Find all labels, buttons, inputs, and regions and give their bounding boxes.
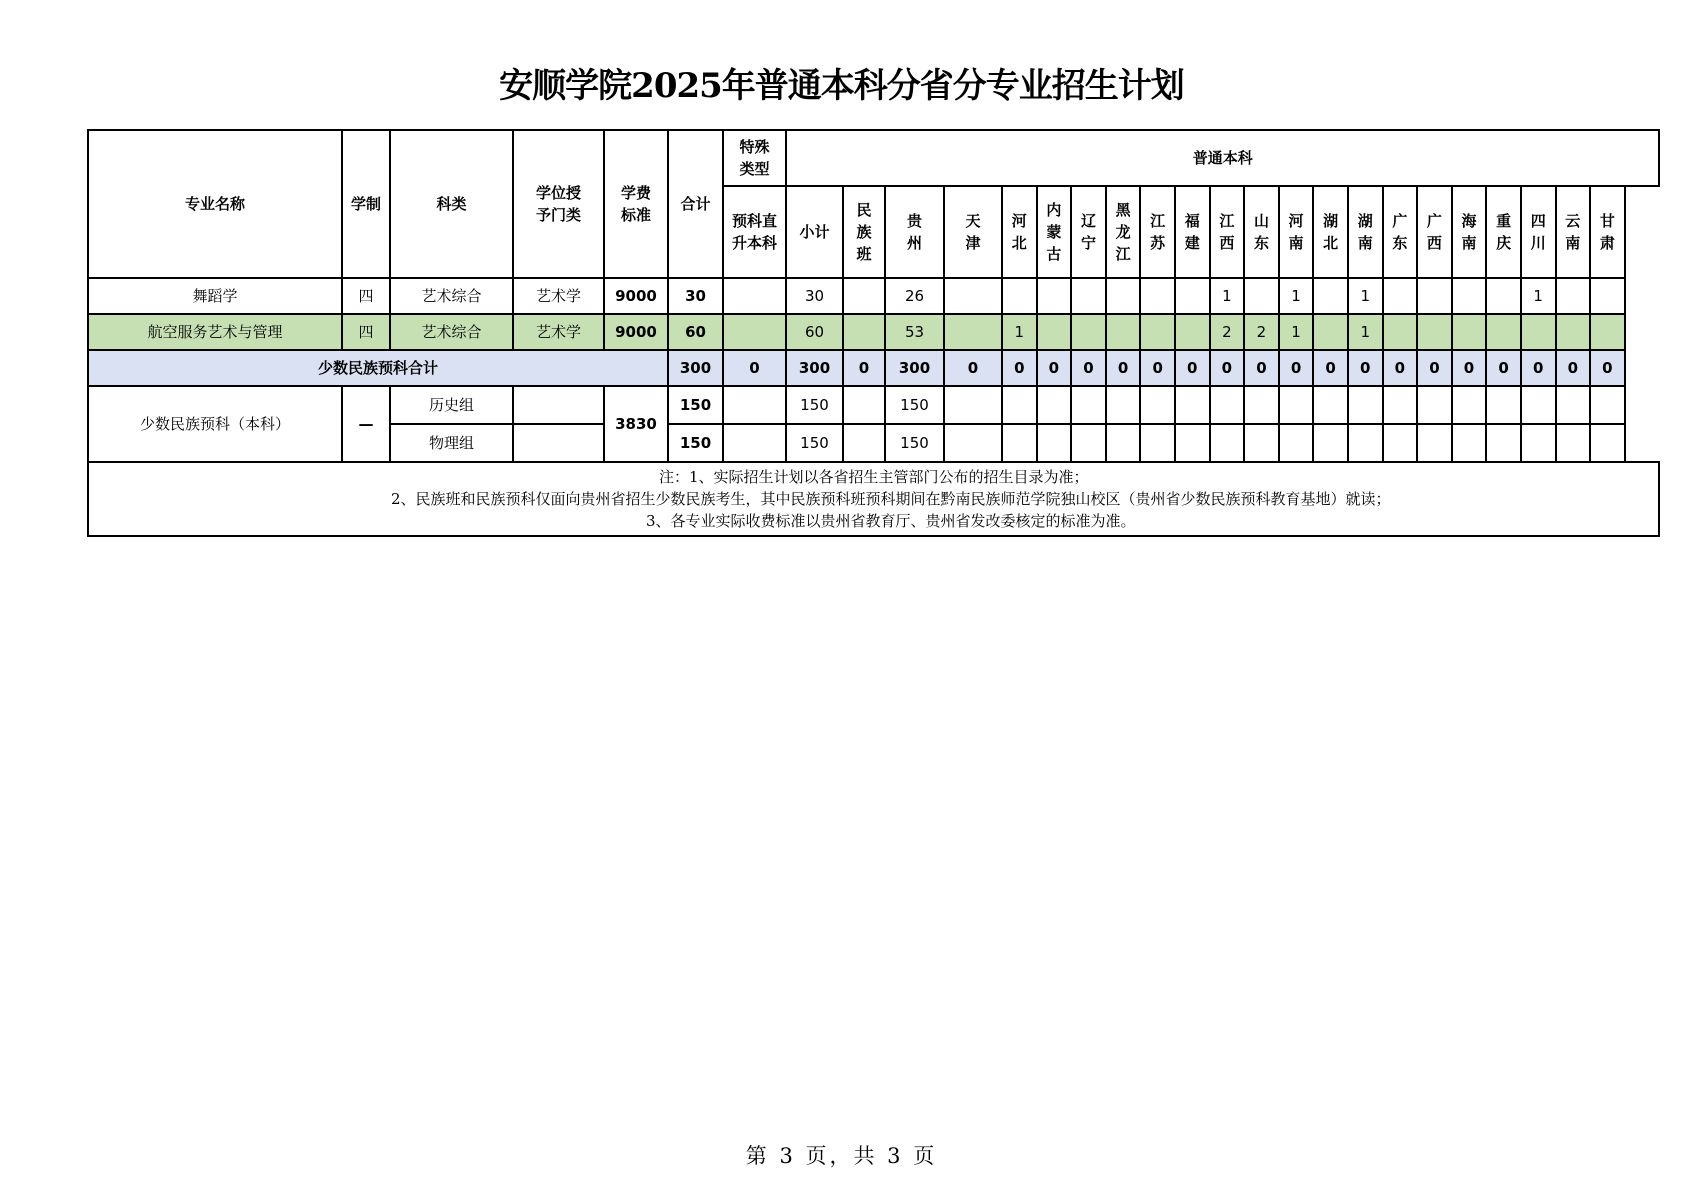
header-province-text: 广东 — [1392, 212, 1408, 252]
province-cell: 0 — [1175, 350, 1210, 386]
special-cell — [723, 424, 786, 462]
header-tuition-text: 学费标准 — [620, 184, 651, 224]
province-cell — [1279, 424, 1314, 462]
province-cell — [1071, 314, 1106, 350]
province-cell — [1590, 386, 1625, 424]
header-province-text: 贵州 — [906, 212, 922, 252]
header-ethnic-class — [843, 186, 885, 278]
province-cell — [1071, 386, 1106, 424]
province-cell — [944, 424, 1002, 462]
province-cell: 0 — [1383, 350, 1418, 386]
header-province — [885, 186, 944, 278]
province-cell — [1521, 314, 1556, 350]
ethnic-cell — [843, 424, 885, 462]
province-cell — [1140, 424, 1175, 462]
province-cell — [1383, 314, 1418, 350]
province-cell — [1279, 386, 1314, 424]
province-cell — [1486, 278, 1521, 314]
province-cell — [1417, 314, 1452, 350]
table-header — [88, 130, 1659, 278]
province-cell — [1417, 278, 1452, 314]
header-province-text: 重庆 — [1496, 212, 1512, 252]
province-cell — [1071, 424, 1106, 462]
header-province-text: 江苏 — [1150, 212, 1166, 252]
table-body — [88, 278, 1659, 536]
header-province-text: 福建 — [1184, 212, 1200, 252]
province-cell — [1383, 424, 1418, 462]
province-cell: 150 — [885, 424, 944, 462]
header-ethnic-text: 民族班 — [856, 201, 872, 263]
header-province — [1175, 186, 1210, 278]
province-cell — [1556, 424, 1591, 462]
province-cell — [1590, 314, 1625, 350]
province-cell — [1348, 424, 1383, 462]
province-cell — [1175, 424, 1210, 462]
province-cell: 0 — [1313, 350, 1348, 386]
province-cell — [1037, 386, 1072, 424]
province-cell — [1140, 278, 1175, 314]
header-province — [1002, 186, 1037, 278]
header-province — [1071, 186, 1106, 278]
note-2: 2、民族班和民族预科仅面向贵州省招生少数民族考生，其中民族预科班预科期间在黔南民族师范学院独山校区（贵州省少数民族预科教育基地）就读； — [390, 490, 1391, 508]
notes-row — [88, 462, 1659, 536]
province-cell: 300 — [885, 350, 944, 386]
header-province — [1106, 186, 1141, 278]
province-cell — [1590, 424, 1625, 462]
major-name-cell: 舞蹈学 — [88, 278, 342, 314]
duration-cell: 四 — [342, 278, 390, 314]
header-province — [1244, 186, 1279, 278]
province-cell — [1383, 386, 1418, 424]
province-cell: 1 — [1279, 278, 1314, 314]
province-cell — [1452, 278, 1487, 314]
special-cell — [723, 386, 786, 424]
header-special-type — [723, 130, 786, 186]
header-province-text: 湖南 — [1357, 212, 1373, 252]
header-special-text: 特殊类型 — [739, 138, 770, 178]
header-province — [1313, 186, 1348, 278]
province-cell: 1 — [1521, 278, 1556, 314]
header-duration: 学制 — [342, 130, 390, 278]
note-3: 3、各专业实际收费标准以贵州省教育厅、贵州省发改委核定的标准为准。 — [645, 512, 1136, 530]
province-cell: 0 — [1106, 350, 1141, 386]
province-cell — [1037, 424, 1072, 462]
table-row-prep-history — [88, 386, 1659, 424]
summary-label: 少数民族预科合计 — [88, 350, 668, 386]
province-cell — [1106, 314, 1141, 350]
province-cell — [1037, 314, 1072, 350]
subtotal-cell: 150 — [786, 386, 843, 424]
ethnic-cell — [843, 278, 885, 314]
header-province — [1452, 186, 1487, 278]
province-cell — [1486, 314, 1521, 350]
province-cell: 2 — [1210, 314, 1245, 350]
page-title: 安顺学院2025年普通本科分省分专业招生计划 — [499, 66, 1184, 106]
duration-cell: 四 — [342, 314, 390, 350]
total-cell: 30 — [668, 278, 723, 314]
province-cell — [1521, 424, 1556, 462]
category-cell: 艺术综合 — [390, 314, 513, 350]
province-cell — [1175, 386, 1210, 424]
province-cell — [1313, 386, 1348, 424]
province-cell — [1417, 386, 1452, 424]
header-regular-undergrad: 普通本科 — [786, 130, 1659, 186]
province-cell: 0 — [1486, 350, 1521, 386]
province-cell: 0 — [1071, 350, 1106, 386]
province-cell — [1521, 386, 1556, 424]
province-cell — [1452, 424, 1487, 462]
province-cell — [1452, 386, 1487, 424]
notes-cell — [88, 462, 1659, 536]
header-major-name: 专业名称 — [88, 130, 342, 278]
total-cell: 60 — [668, 314, 723, 350]
header-prep-direct — [723, 186, 786, 278]
header-province — [1556, 186, 1591, 278]
degree-cell — [513, 386, 604, 424]
province-cell — [1002, 424, 1037, 462]
summary-special: 0 — [723, 350, 786, 386]
header-province — [1210, 186, 1245, 278]
category-cell: 艺术综合 — [390, 278, 513, 314]
header-province-text: 江西 — [1219, 212, 1235, 252]
summary-ethnic: 0 — [843, 350, 885, 386]
header-province-text: 辽宁 — [1080, 212, 1096, 252]
header-degree-category — [513, 130, 604, 278]
province-cell — [1348, 386, 1383, 424]
header-province-text: 四川 — [1530, 212, 1546, 252]
province-cell: 150 — [885, 386, 944, 424]
province-cell — [1486, 424, 1521, 462]
degree-cell — [513, 424, 604, 462]
summary-subtotal: 300 — [786, 350, 843, 386]
header-province — [1037, 186, 1072, 278]
summary-total: 300 — [668, 350, 723, 386]
header-province-text: 山东 — [1253, 212, 1269, 252]
province-cell: 53 — [885, 314, 944, 350]
header-province — [1140, 186, 1175, 278]
special-cell — [723, 314, 786, 350]
header-province — [1486, 186, 1521, 278]
province-cell: 0 — [1210, 350, 1245, 386]
header-subtotal: 小计 — [786, 186, 843, 278]
header-province — [1590, 186, 1625, 278]
province-cell — [1556, 278, 1591, 314]
header-province-text: 广西 — [1426, 212, 1442, 252]
header-tuition — [604, 130, 668, 278]
province-cell — [1313, 278, 1348, 314]
province-cell: 0 — [1002, 350, 1037, 386]
province-cell — [1210, 386, 1245, 424]
header-subject-category: 科类 — [390, 130, 513, 278]
province-cell: 1 — [1002, 314, 1037, 350]
province-cell — [1106, 278, 1141, 314]
province-cell: 26 — [885, 278, 944, 314]
table-row-highlighted — [88, 314, 1659, 350]
header-province-text: 云南 — [1565, 212, 1581, 252]
province-cell: 1 — [1279, 314, 1314, 350]
header-province-text: 河南 — [1288, 212, 1304, 252]
total-cell: 150 — [668, 424, 723, 462]
degree-cell: 艺术学 — [513, 278, 604, 314]
province-cell — [1175, 314, 1210, 350]
header-province-text: 黑龙江 — [1115, 201, 1131, 263]
header-prep-direct-text: 预科直升本科 — [731, 212, 777, 252]
category-cell: 物理组 — [390, 424, 513, 462]
summary-row — [88, 350, 1659, 386]
tuition-cell: 9000 — [604, 278, 668, 314]
special-cell — [723, 278, 786, 314]
province-cell: 0 — [1348, 350, 1383, 386]
province-cell — [944, 278, 1002, 314]
province-cell — [1175, 278, 1210, 314]
subtotal-cell: 60 — [786, 314, 843, 350]
header-province-text: 天津 — [965, 212, 981, 252]
note-1: 注：1、实际招生计划以各省招生主管部门公布的招生目录为准； — [658, 468, 1089, 486]
enrollment-plan-table — [87, 129, 1660, 537]
province-cell — [1037, 278, 1072, 314]
header-province — [1521, 186, 1556, 278]
province-cell — [1313, 314, 1348, 350]
province-cell: 1 — [1348, 314, 1383, 350]
province-cell — [1556, 314, 1591, 350]
province-cell — [1002, 278, 1037, 314]
degree-cell: 艺术学 — [513, 314, 604, 350]
province-cell — [1244, 386, 1279, 424]
province-cell — [944, 386, 1002, 424]
province-cell — [1002, 386, 1037, 424]
header-total: 合计 — [668, 130, 723, 278]
total-cell: 150 — [668, 386, 723, 424]
header-province — [1417, 186, 1452, 278]
header-province-text: 河北 — [1011, 212, 1027, 252]
province-cell — [1417, 424, 1452, 462]
header-province — [1279, 186, 1314, 278]
header-province — [944, 186, 1002, 278]
header-province-text: 内蒙古 — [1046, 201, 1062, 263]
category-cell: 历史组 — [390, 386, 513, 424]
province-cell — [1383, 278, 1418, 314]
province-cell — [1452, 314, 1487, 350]
province-cell: 0 — [1140, 350, 1175, 386]
province-cell: 0 — [1279, 350, 1314, 386]
prep-name-cell: 少数民族预科（本科） — [88, 386, 342, 462]
province-cell: 0 — [1590, 350, 1625, 386]
province-cell — [1244, 278, 1279, 314]
tuition-cell: 9000 — [604, 314, 668, 350]
header-province — [1348, 186, 1383, 278]
province-cell: 0 — [1037, 350, 1072, 386]
province-cell: 2 — [1244, 314, 1279, 350]
page-number: 第 3 页，共 3 页 — [745, 1144, 938, 1168]
province-cell — [1210, 424, 1245, 462]
ethnic-cell — [843, 314, 885, 350]
province-cell — [944, 314, 1002, 350]
major-name-cell: 航空服务艺术与管理 — [88, 314, 342, 350]
subtotal-cell: 150 — [786, 424, 843, 462]
province-cell: 0 — [1452, 350, 1487, 386]
prep-tuition-cell: 3830 — [604, 386, 668, 462]
prep-duration-cell: — — [342, 386, 390, 462]
header-province-text: 甘肃 — [1599, 212, 1615, 252]
province-cell: 1 — [1348, 278, 1383, 314]
province-cell — [1106, 424, 1141, 462]
province-cell: 0 — [944, 350, 1002, 386]
subtotal-cell: 30 — [786, 278, 843, 314]
header-degree-text: 学位授予门类 — [535, 184, 581, 224]
province-cell: 1 — [1210, 278, 1245, 314]
header-province-text: 湖北 — [1323, 212, 1339, 252]
province-cell — [1313, 424, 1348, 462]
province-cell — [1071, 278, 1106, 314]
province-cell — [1106, 386, 1141, 424]
province-cell — [1244, 424, 1279, 462]
province-cell — [1140, 386, 1175, 424]
province-cell: 0 — [1244, 350, 1279, 386]
province-cell — [1140, 314, 1175, 350]
ethnic-cell — [843, 386, 885, 424]
province-cell — [1556, 386, 1591, 424]
table-row — [88, 278, 1659, 314]
header-province-text: 海南 — [1461, 212, 1477, 252]
province-cell — [1590, 278, 1625, 314]
province-cell — [1486, 386, 1521, 424]
province-cell: 0 — [1417, 350, 1452, 386]
header-province — [1383, 186, 1418, 278]
province-cell: 0 — [1556, 350, 1591, 386]
province-cell: 0 — [1521, 350, 1556, 386]
